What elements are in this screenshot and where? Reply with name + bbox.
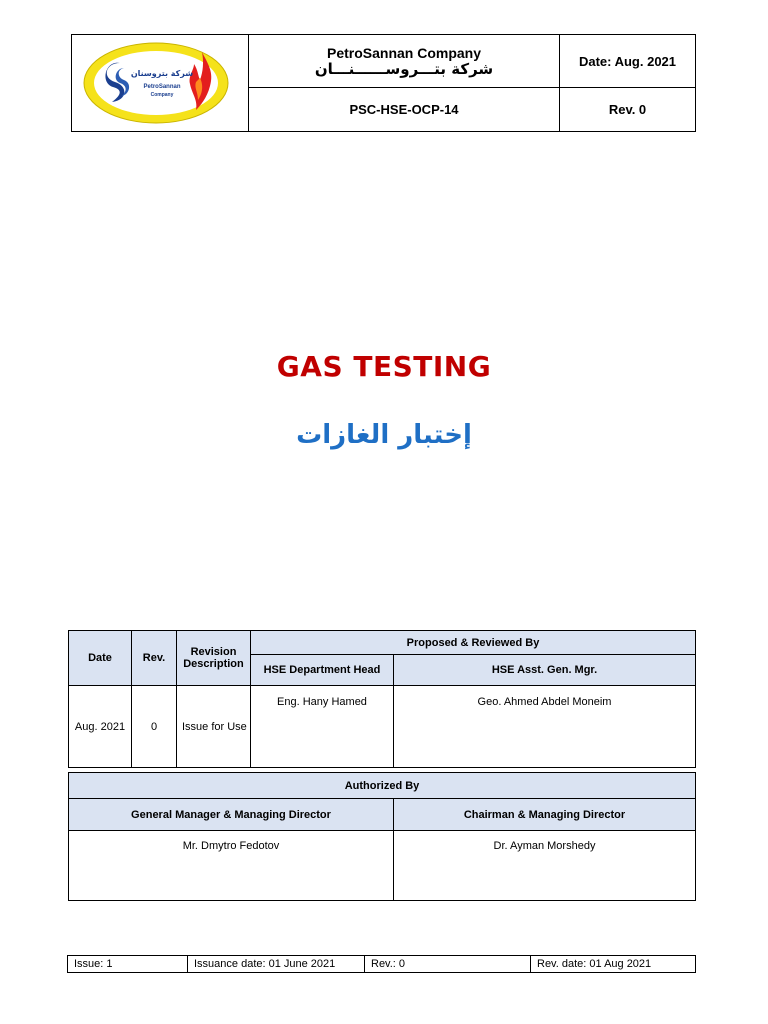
document-date: Date: Aug. 2021 [560, 35, 696, 88]
footer-rev: Rev.: 0 [365, 956, 531, 973]
document-title-en: GAS TESTING [276, 350, 492, 383]
authorized-by-title: Authorized By [69, 773, 696, 799]
document-revision: Rev. 0 [560, 88, 696, 132]
table-row [69, 831, 696, 901]
footer-rev-date: Rev. date: 01 Aug 2021 [531, 956, 696, 973]
chairman-title: Chairman & Managing Director [394, 799, 696, 831]
revision-table [68, 630, 696, 768]
logo-english-text: PetroSannan [143, 84, 181, 90]
company-name-cell [249, 35, 560, 88]
table-row [69, 686, 696, 768]
row-date: Aug. 2021 [69, 686, 132, 768]
company-logo-cell [72, 35, 249, 132]
row-hse-head-name: Eng. Hany Hamed [251, 686, 394, 768]
logo-arabic-text: شركة بتروسنان [130, 69, 194, 78]
header-hse-department-head: HSE Department Head [251, 655, 394, 686]
row-rev: 0 [132, 686, 177, 768]
header-revision-description: Revision Description [177, 631, 251, 686]
header-date: Date [69, 631, 132, 686]
footer-issue: Issue: 1 [68, 956, 188, 973]
header-proposed-reviewed: Proposed & Reviewed By [251, 631, 696, 655]
logo-english-subtext: Company [150, 92, 174, 98]
footer-issuance-date: Issuance date: 01 June 2021 [188, 956, 365, 973]
row-hse-mgr-name: Geo. Ahmed Abdel Moneim [394, 686, 696, 768]
row-description: Issue for Use [177, 686, 251, 768]
gm-name: Mr. Dmytro Fedotov [69, 831, 394, 901]
company-name-ar: شركة بتـــروســــــنـــان [314, 59, 494, 78]
petrosannan-logo [80, 38, 240, 128]
document-footer [67, 955, 696, 973]
document-title-ar: إختبار الغازات [296, 420, 472, 450]
company-name-en: PetroSannan Company [326, 44, 482, 61]
authorized-table [68, 772, 696, 901]
document-header [71, 34, 696, 132]
chairman-name: Dr. Ayman Morshedy [394, 831, 696, 901]
header-hse-asst-gen-mgr: HSE Asst. Gen. Mgr. [394, 655, 696, 686]
header-rev: Rev. [132, 631, 177, 686]
document-code: PSC-HSE-OCP-14 [249, 88, 560, 132]
gm-title: General Manager & Managing Director [69, 799, 394, 831]
